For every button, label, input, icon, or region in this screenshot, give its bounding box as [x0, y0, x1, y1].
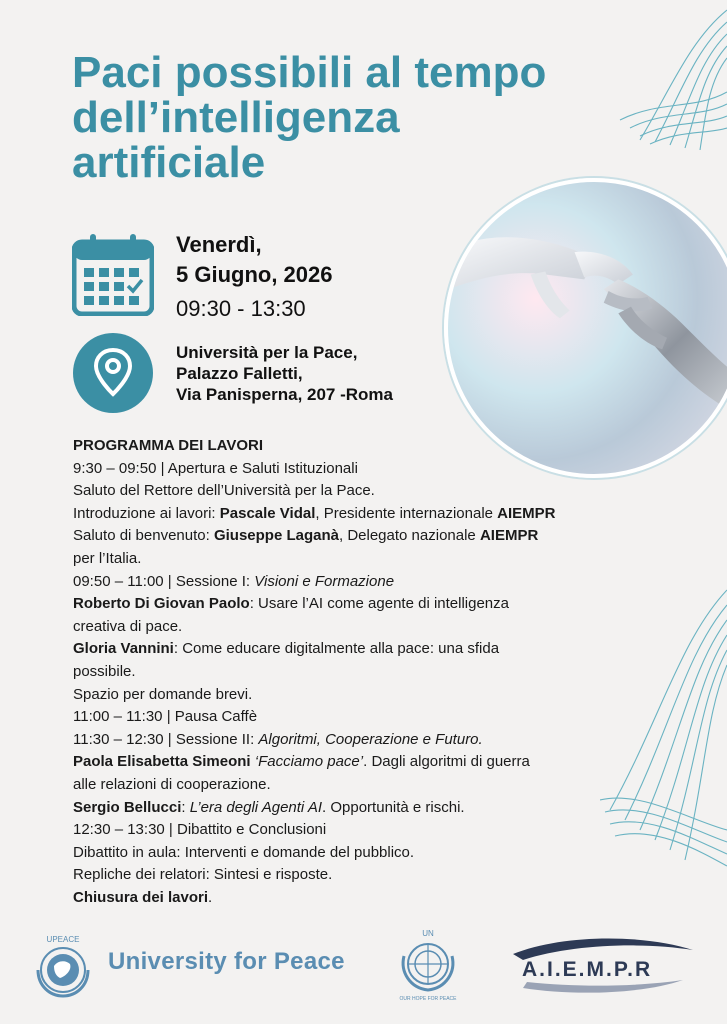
program-line: Repliche dei relatori: Sintesi e risposte.: [73, 866, 333, 884]
program-line: Roberto Di Giovan Paolo: Usare l’AI come agente di intelligenza: [73, 595, 509, 613]
program-line: creativa di pace.: [73, 617, 183, 635]
event-time: 09:30 - 13:30: [176, 296, 306, 321]
location-line: Palazzo Falletti,: [176, 364, 303, 383]
hands-illustration: [448, 182, 727, 474]
program-line: Gloria Vannini: Come educare digitalmente alla pace: una sfida: [73, 640, 500, 658]
program-line: 9:30 – 09:50 | Apertura e Saluti Istituzionali: [73, 459, 358, 477]
program-line: Dibattito in aula: Interventi e domande del pubblico.: [73, 843, 415, 861]
location-pin-icon: [72, 332, 154, 414]
program-line: 09:50 – 11:00 | Sessione I: Visioni e Formazione: [73, 572, 395, 590]
page-title: [72, 50, 672, 185]
program-line: alle relazioni di cooperazione.: [73, 775, 271, 793]
program-line: Spazio per domande brevi.: [73, 685, 253, 703]
upeace-seal-logo: [30, 930, 96, 1002]
program-section: [73, 435, 673, 909]
title-line: Paci possibili al tempo: [72, 48, 547, 97]
program-line: possibile.: [73, 662, 136, 680]
title-line: dell’intelligenza: [72, 93, 400, 142]
svg-text:OUR HOPE FOR PEACE: OUR HOPE FOR PEACE: [399, 996, 457, 1002]
un-emblem-logo: [390, 926, 466, 1002]
title-line: artificiale: [72, 138, 266, 187]
program-line: Saluto di benvenuto: Giuseppe Laganà, Delegato nazionale AIEMPR: [73, 527, 539, 545]
calendar-icon: [72, 232, 154, 316]
program-line: Saluto del Rettore dell’Università per la Pace.: [73, 482, 375, 500]
program-heading: PROGRAMMA DEI LAVORI: [73, 437, 263, 454]
upeace-name: University for Peace: [108, 948, 345, 975]
program-line: 11:00 – 11:30 | Pausa Caffè: [73, 708, 258, 726]
aiempr-name: A.I.E.M.P.R: [522, 958, 653, 981]
event-date: 5 Giugno, 2026: [176, 262, 333, 287]
program-line: Paola Elisabetta Simeoni ‘Facciamo pace’. Dagli algoritmi di guerra: [73, 753, 530, 771]
footer-logos: [0, 920, 727, 1020]
svg-text:UN: UN: [422, 929, 434, 938]
program-line: 12:30 – 13:30 | Dibattito e Conclusioni: [73, 821, 327, 839]
program-line: Sergio Bellucci: L’era degli Agenti AI. Opportunità e rischi.: [73, 798, 465, 816]
program-line: 11:30 – 12:30 | Sessione II: Algoritmi, Cooperazione e Futuro.: [73, 730, 483, 748]
location-line: Università per la Pace,: [176, 343, 358, 362]
robot-human-hands-photo: [444, 178, 727, 478]
program-line: per l’Italia.: [73, 549, 142, 567]
svg-text:UPEACE: UPEACE: [46, 935, 80, 944]
program-line: Introduzione ai lavori: Pascale Vidal, Presidente internazionale AIEMPR: [73, 504, 556, 522]
program-line: Chiusura dei lavori.: [73, 888, 213, 906]
event-day: Venerdì,: [176, 232, 262, 257]
location-line: Via Panisperna, 207 -Roma: [176, 385, 394, 404]
